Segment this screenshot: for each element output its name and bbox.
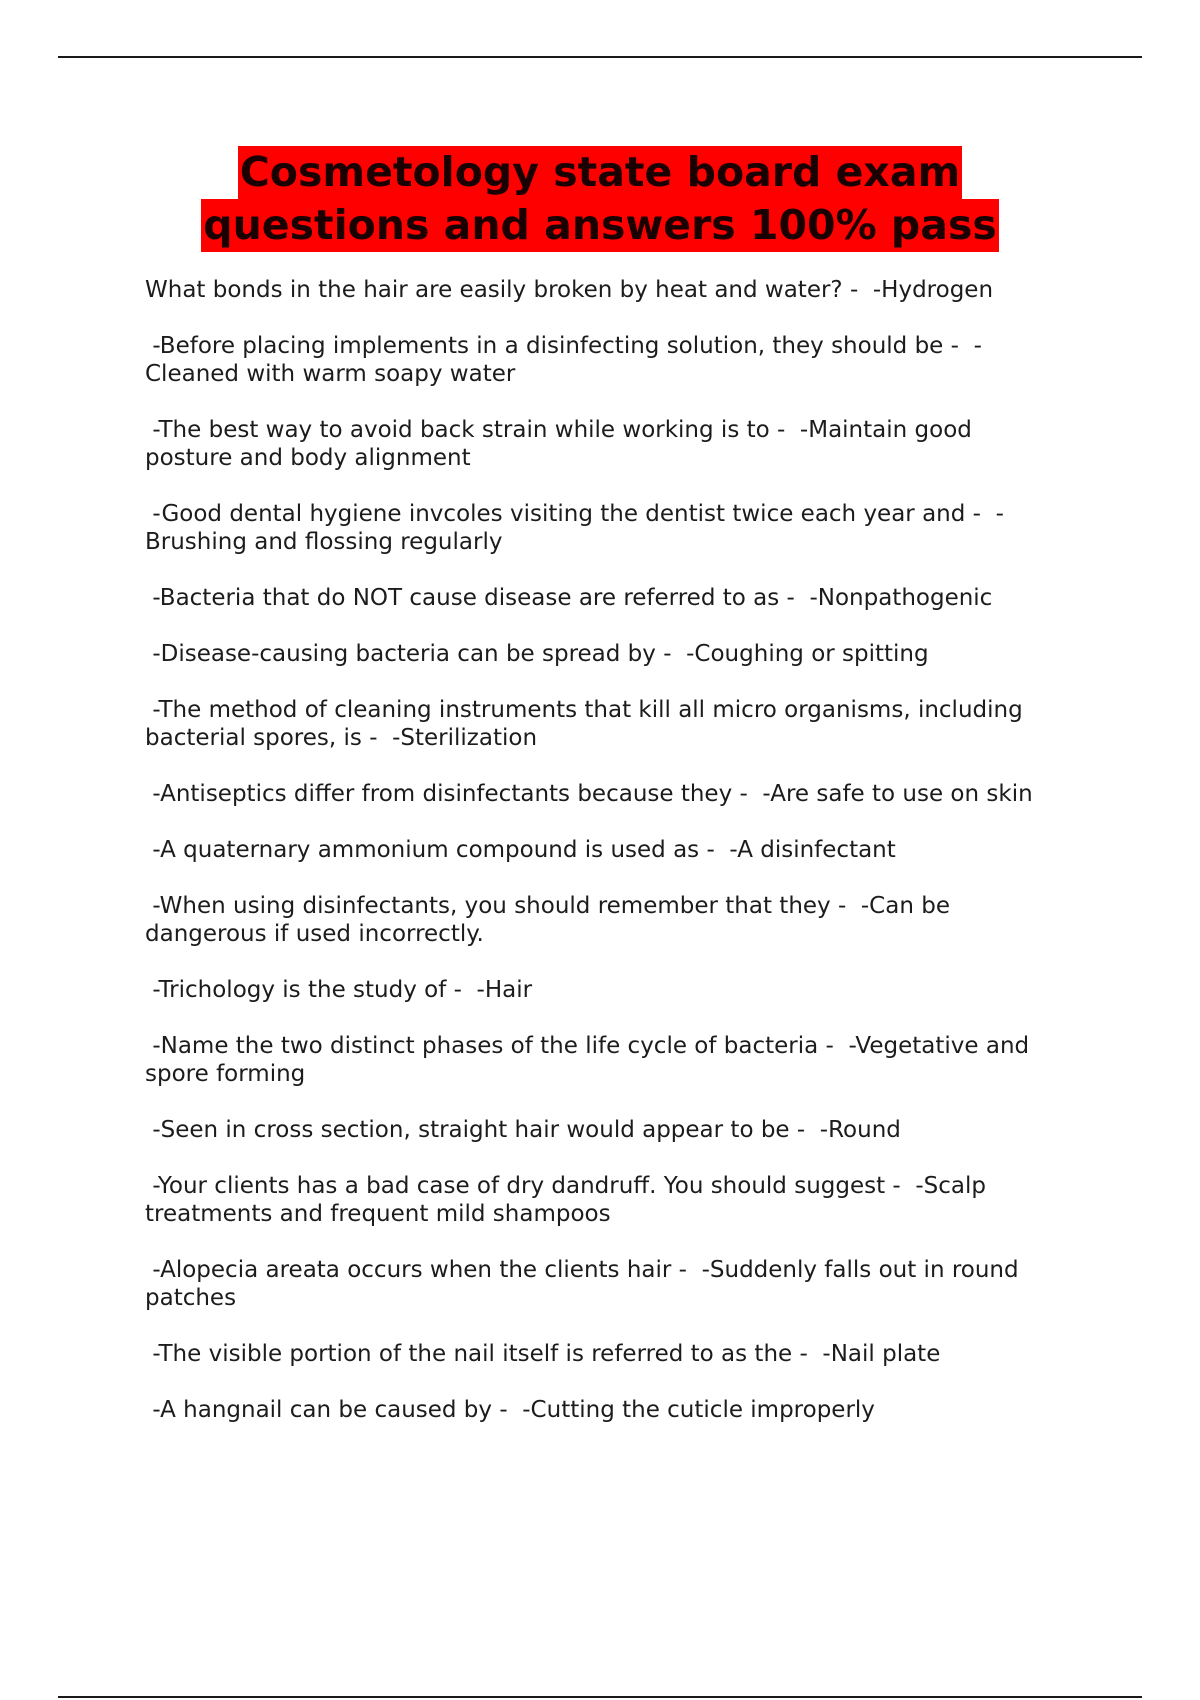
qa-item: -Alopecia areata occurs when the clients hair - -Suddenly falls out in round patches [145, 1257, 1019, 1311]
top-rule [58, 56, 1142, 58]
qa-item: -The visible portion of the nail itself is referred to as the - -Nail plate [145, 1341, 941, 1367]
qa-item: -Disease-causing bacteria can be spread by - -Coughing or spitting [145, 641, 929, 667]
title-line-2: questions and answers 100% pass [201, 199, 999, 252]
qa-item: -Trichology is the study of - -Hair [145, 977, 533, 1003]
qa-item: -A hangnail can be caused by - -Cutting the cuticle improperly [145, 1397, 875, 1423]
qa-item: -Bacteria that do NOT cause disease are referred to as - -Nonpathogenic [145, 585, 993, 611]
qa-item: -When using disinfectants, you should remember that they - -Can be dangerous if used incorrectly. [145, 893, 950, 947]
qa-item: -Your clients has a bad case of dry dandruff. You should suggest - -Scalp treatments and frequent mild shampoos [145, 1173, 986, 1227]
qa-item: -The best way to avoid back strain while working is to - -Maintain good posture and body alignment [145, 417, 972, 471]
document-title [0, 146, 1200, 252]
qa-item: -A quaternary ammonium compound is used as - -A disinfectant [145, 837, 896, 863]
title-line-1: Cosmetology state board exam [238, 146, 963, 199]
qa-list [145, 276, 1085, 1452]
qa-item: -Antiseptics differ from disinfectants because they - -Are safe to use on skin [145, 781, 1033, 807]
qa-item: -Seen in cross section, straight hair would appear to be - -Round [145, 1117, 901, 1143]
qa-item: -Name the two distinct phases of the life cycle of bacteria - -Vegetative and spore forming [145, 1033, 1030, 1087]
bottom-rule [58, 1696, 1142, 1698]
qa-item: -Before placing implements in a disinfecting solution, they should be - - Cleaned with warm soapy water [145, 333, 982, 387]
qa-item: -The method of cleaning instruments that kill all micro organisms, including bacterial spores, is - -Sterilization [145, 697, 1023, 751]
qa-item: What bonds in the hair are easily broken by heat and water? - -Hydrogen [145, 277, 994, 303]
qa-item: -Good dental hygiene invcoles visiting the dentist twice each year and - - Brushing and flossing regularly [145, 501, 1004, 555]
